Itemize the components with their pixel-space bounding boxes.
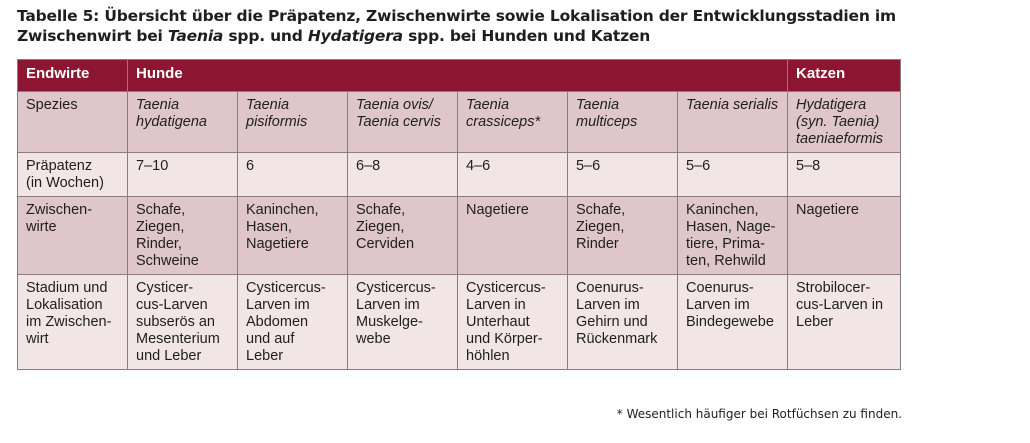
title-text: spp. und [223, 27, 308, 45]
table-cell: 5–8 [788, 153, 901, 197]
row-label: Zwischen- wirte [18, 197, 128, 275]
table-cell: 6–8 [348, 153, 458, 197]
row-label: Stadium und Lokalisation im Zwischen- wirt [18, 275, 128, 370]
table-cell: Cysticercus- Larven im Muskelge- webe [348, 275, 458, 370]
table-cell: Schafe, Ziegen, Rinder, Schweine [128, 197, 238, 275]
species-cell: Taenia hydatigena [128, 92, 238, 153]
title-text: Zwischenwirt bei [17, 27, 168, 45]
table-cell: Cysticer- cus-Larven subserös an Mesenterium und Leber [128, 275, 238, 370]
table-cell: Nagetiere [788, 197, 901, 275]
header-katzen: Katzen [788, 60, 901, 92]
row-spezies [18, 92, 901, 153]
row-label: Spezies [18, 92, 128, 153]
overview-table [17, 59, 901, 370]
table-cell: Nagetiere [458, 197, 568, 275]
table-cell: 6 [238, 153, 348, 197]
header-endwirte: Endwirte [18, 60, 128, 92]
header-hunde: Hunde [128, 60, 788, 92]
table-cell: 5–6 [678, 153, 788, 197]
species-cell: Hydatigera (syn. Taenia) taeniaeformis [788, 92, 901, 153]
table-cell: 5–6 [568, 153, 678, 197]
row-praepatenz [18, 153, 901, 197]
table-cell: 7–10 [128, 153, 238, 197]
table-cell: Cysticercus- Larven im Abdomen und auf Leber [238, 275, 348, 370]
species-cell: Taenia pisiformis [238, 92, 348, 153]
table-cell: Coenurus- Larven im Gehirn und Rückenmark [568, 275, 678, 370]
species-cell: Taenia crassiceps* [458, 92, 568, 153]
table-cell: Kaninchen, Hasen, Nage- tiere, Prima- ten, Rehwild [678, 197, 788, 275]
species-cell: Taenia multiceps [568, 92, 678, 153]
table-cell: Strobilocer- cus-Larven in Leber [788, 275, 901, 370]
title-genus-hydatigera: Hydatigera [307, 27, 403, 45]
table-title [17, 6, 896, 46]
row-zwischenwirte [18, 197, 901, 275]
table-cell: 4–6 [458, 153, 568, 197]
title-line-2 [17, 26, 896, 46]
title-genus-taenia: Taenia [167, 27, 224, 45]
header-row [18, 60, 901, 92]
species-cell: Taenia serialis [678, 92, 788, 153]
table-cell: Schafe, Ziegen, Rinder [568, 197, 678, 275]
table-cell: Schafe, Ziegen, Cerviden [348, 197, 458, 275]
row-label: Präpatenz (in Wochen) [18, 153, 128, 197]
table-cell: Cysticercus- Larven in Unterhaut und Körper- höhlen [458, 275, 568, 370]
species-cell: Taenia ovis/ Taenia cervis [348, 92, 458, 153]
title-line-1: Tabelle 5: Übersicht über die Präpatenz, Zwischenwirte sowie Lokalisation der Entwicklungsstadien im [17, 7, 896, 25]
table-cell: Coenurus- Larven im Bindegewebe [678, 275, 788, 370]
row-stadium [18, 275, 901, 370]
title-text: spp. bei Hunden und Katzen [402, 27, 651, 45]
table-cell: Kaninchen, Hasen, Nagetiere [238, 197, 348, 275]
footnote: * Wesentlich häufiger bei Rotfüchsen zu finden. [616, 407, 902, 421]
